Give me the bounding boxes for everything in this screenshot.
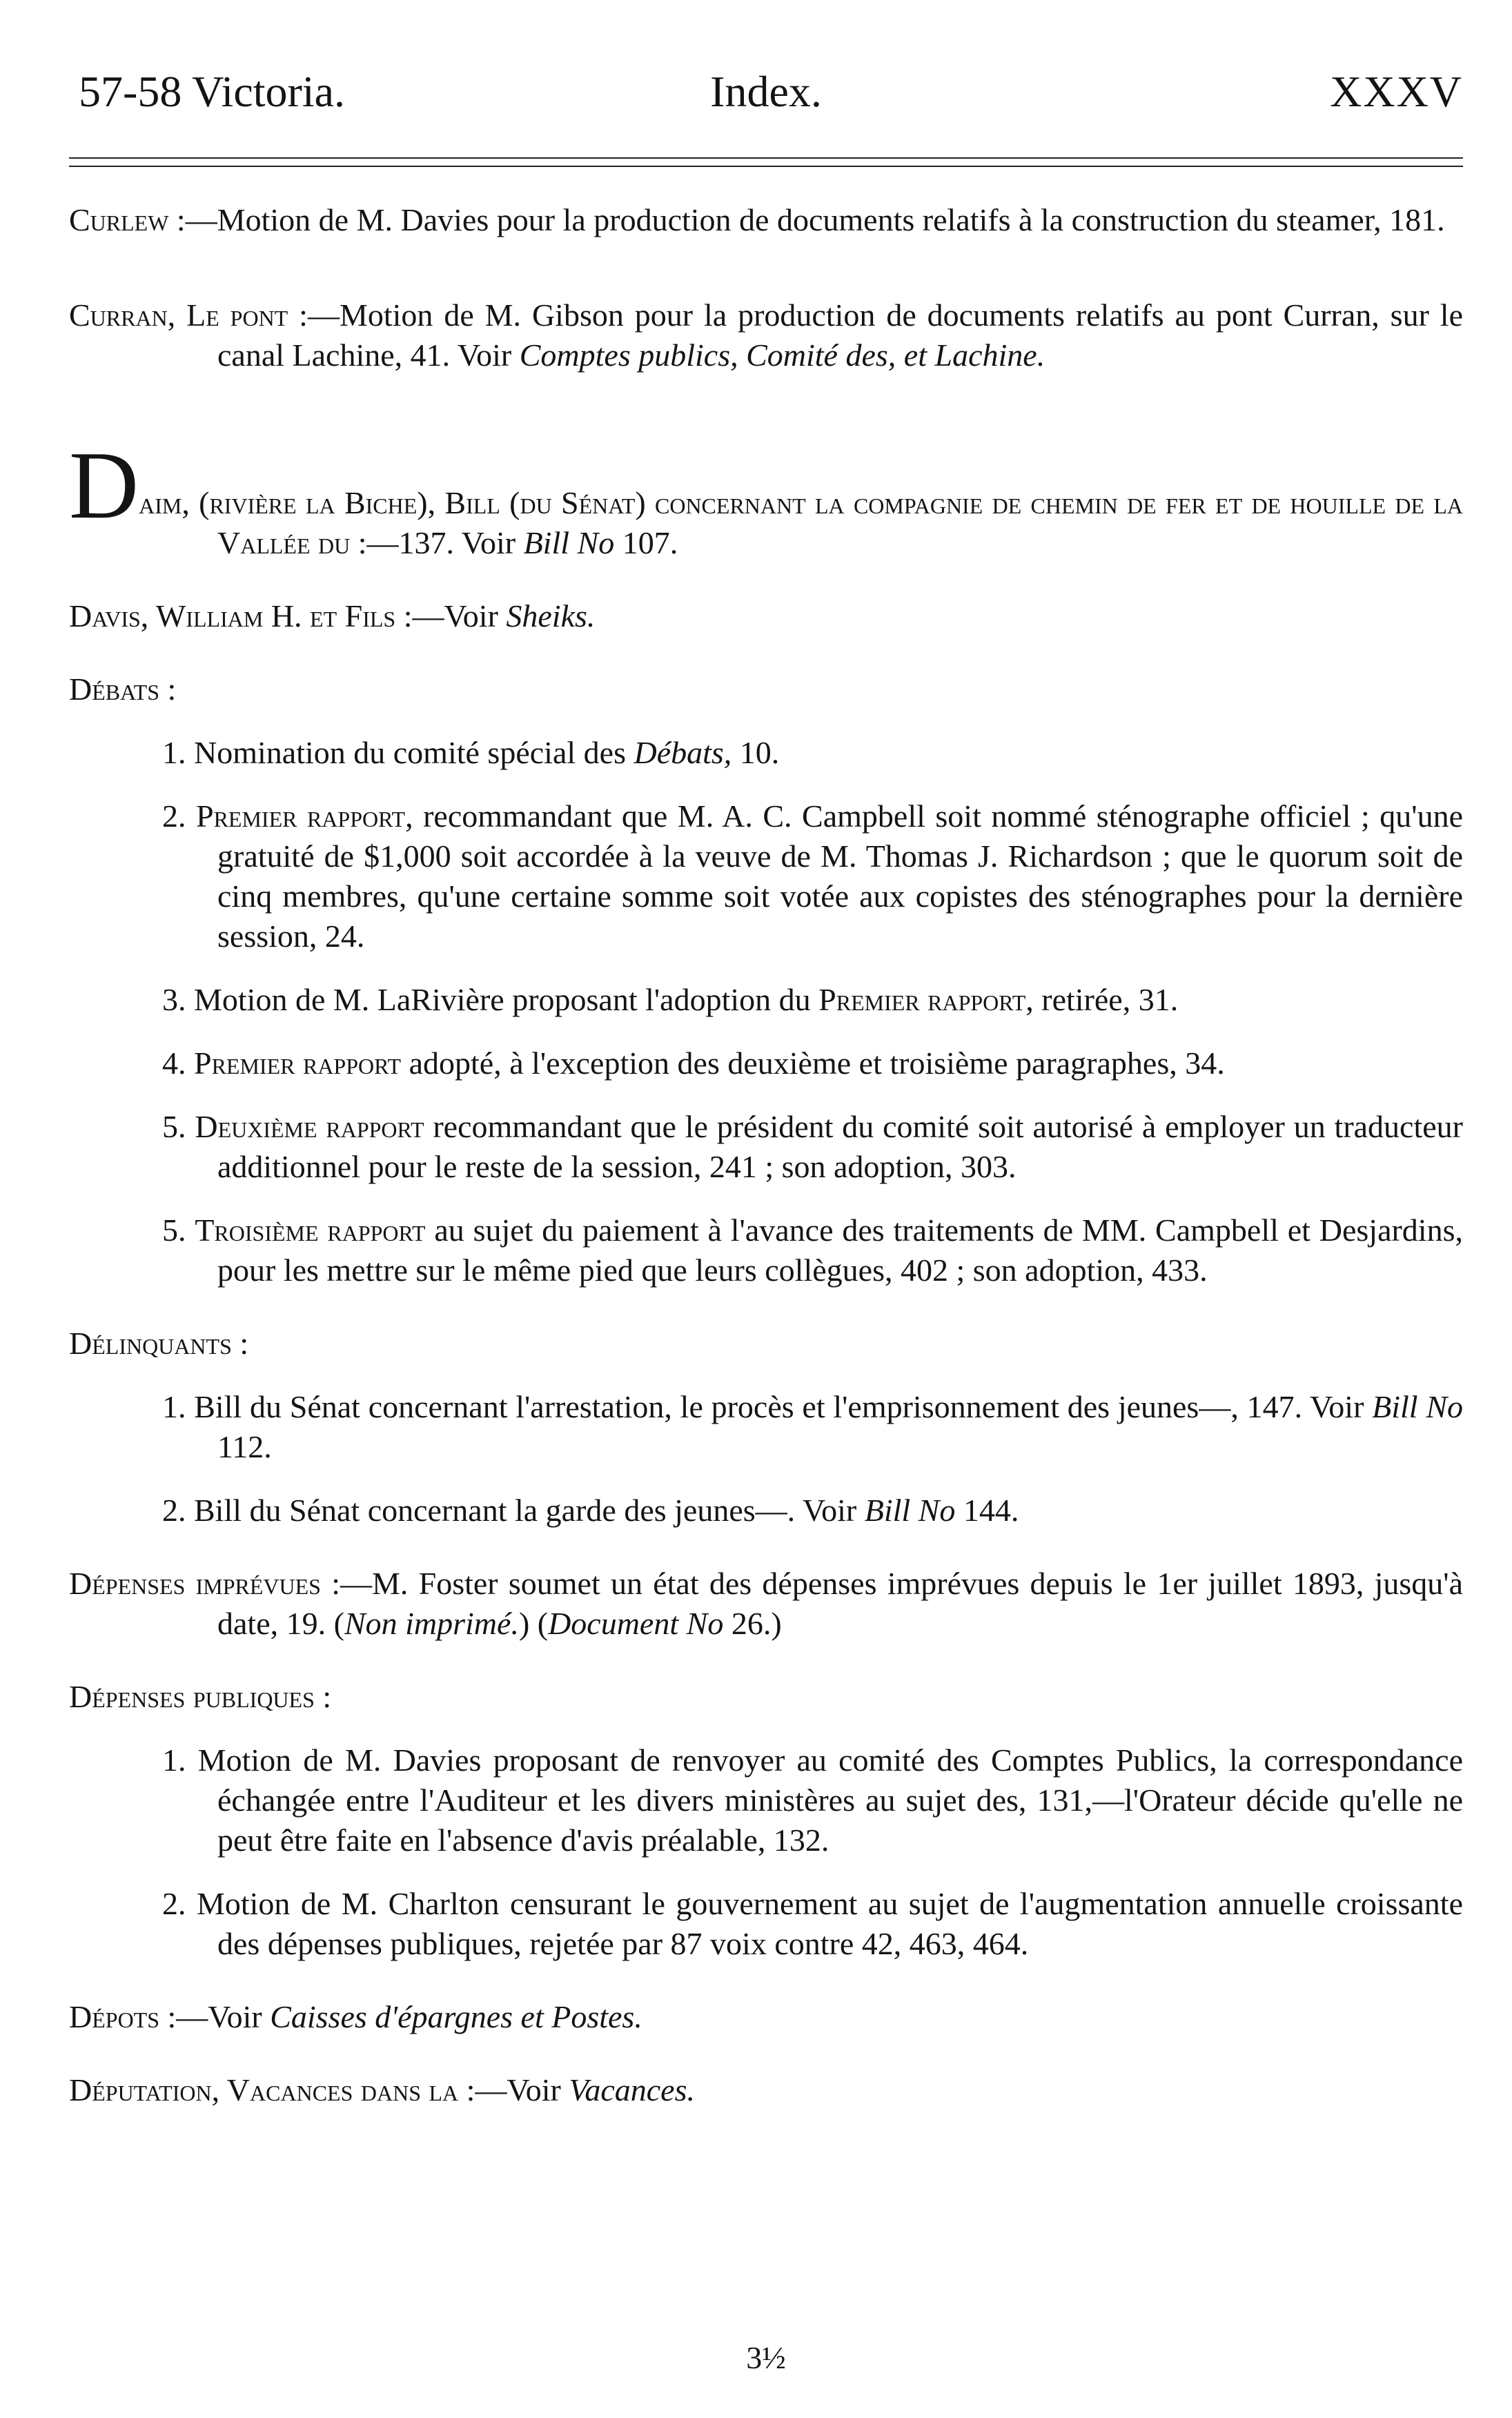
drop-initial: D — [69, 432, 139, 539]
entry-text: —Voir — [475, 2072, 569, 2107]
entry-curlew — [69, 200, 1463, 240]
entry-heading: Davis, William H. et Fils : — [69, 598, 413, 633]
entry-heading: aim, (rivière la Biche), Bill (du Sénat) concernant la compagnie de chemin de fer et de houille de la Vallée du : — [139, 485, 1463, 560]
entry-number: 107. — [614, 525, 678, 560]
entry-heading: Dépenses publiques : — [69, 1679, 332, 1714]
header-title: Index. — [710, 67, 822, 116]
item-text: Motion de M. Davies proposant de renvoyer au comité des Comptes Publics, la correspondance échangée entre l'Auditeur et les divers ministères au sujet des, 131,—l'Orateur décide qu'elle ne peut être faite en l'absence d'avis préalable, 132. — [197, 1742, 1464, 1858]
item-italic: Débats, — [634, 735, 732, 770]
item-text: 144. — [955, 1493, 1019, 1528]
entry-reference: Bill No — [523, 525, 615, 560]
entry-italic: Non imprimé. — [344, 1606, 519, 1641]
list-item — [69, 1043, 1463, 1083]
entry-text: —M. Foster soumet un état des dépenses imprévues depuis le 1er juillet 1893, jusqu'à date, 19. ( — [217, 1566, 1463, 1641]
item-text: Nomination du comité spécial des — [194, 735, 634, 770]
header-rule-bottom — [69, 166, 1463, 167]
entry-text: —137. Voir — [366, 525, 524, 560]
entry-curran — [69, 295, 1463, 375]
item-smallcaps: Troisième rapport — [195, 1212, 426, 1248]
entry-debats — [69, 669, 1463, 709]
entry-depots — [69, 1997, 1463, 2037]
entry-heading: Débats : — [69, 671, 177, 707]
item-smallcaps: Premier rapport, — [196, 798, 413, 834]
list-item — [69, 796, 1463, 956]
item-smallcaps: Deuxième rapport — [195, 1109, 424, 1144]
entry-heading: Députation, Vacances dans la : — [69, 2072, 475, 2107]
entry-heading: Dépots : — [69, 1999, 177, 2034]
entry-heading: Curlew : — [69, 202, 186, 237]
list-item — [69, 1387, 1463, 1467]
index-page — [69, 0, 1463, 2418]
list-item — [69, 1740, 1463, 1860]
signature-mark: 3½ — [746, 2340, 786, 2375]
list-item — [69, 1884, 1463, 1964]
entry-depenses-publiques — [69, 1677, 1463, 1717]
entry-davis — [69, 596, 1463, 636]
item-italic: Bill No — [864, 1493, 956, 1528]
entry-depenses-imprevues — [69, 1564, 1463, 1644]
list-item — [69, 1107, 1463, 1187]
item-number: 2. — [162, 1493, 186, 1528]
list-item — [69, 1210, 1463, 1290]
item-text: au sujet du paiement à l'avance des traitements de MM. Campbell et Desjardins, pour les mettre sur le même pied que leurs collègues, 402 ; son adoption, 433. — [217, 1212, 1463, 1288]
entry-delinquants — [69, 1324, 1463, 1364]
item-number: 1. — [162, 1742, 186, 1778]
entry-reference: Caisses d'épargnes et Postes. — [270, 1999, 642, 2034]
item-text: 10. — [732, 735, 780, 770]
header-rule-top — [69, 157, 1463, 159]
list-item — [69, 733, 1463, 773]
entry-text: 26.) — [723, 1606, 782, 1641]
entry-reference: Sheiks. — [506, 598, 596, 633]
item-smallcaps: Premier rapport, — [818, 982, 1034, 1017]
index-content — [69, 200, 1463, 2110]
item-smallcaps: Premier rapport — [194, 1045, 402, 1081]
item-number: 1. — [162, 735, 186, 770]
header-volume: 57-58 Victoria. — [79, 67, 345, 116]
entry-italic: Document No — [548, 1606, 724, 1641]
item-number: 5. — [162, 1109, 186, 1144]
item-number: 2. — [162, 1886, 186, 1921]
header-page-number: XXXV — [1330, 67, 1463, 116]
entry-text: —Motion de M. Davies pour la production de documents relatifs à la construction du steamer, 181. — [185, 202, 1445, 237]
item-text: Motion de M. Charlton censurant le gouvernement au sujet de l'augmentation annuelle croissante des dépenses publiques, rejetée par 87 voix contre 42, 463, 464. — [196, 1886, 1464, 1961]
entry-heading: Curran, Le pont : — [69, 297, 308, 333]
item-text: Bill du Sénat concernant la garde des jeunes—. Voir — [194, 1493, 865, 1528]
entry-heading: Délinquants : — [69, 1326, 249, 1361]
item-number: 3. — [162, 982, 186, 1017]
item-text: adopté, à l'exception des deuxième et troisième paragraphes, 34. — [401, 1045, 1225, 1081]
entry-heading: Dépenses imprévues : — [69, 1566, 340, 1601]
list-item — [69, 1491, 1463, 1531]
entry-text: —Motion de M. Gibson pour la production de documents relatifs au pont Curran, sur le canal Lachine, 41. Voir — [217, 297, 1463, 373]
item-text: recommandant que M. A. C. Campbell soit nommé sténographe officiel ; qu'une gratuité de $1,000 soit accordée à la veuve de M. Thomas J. Richardson ; que le quorum soit de cinq membres, qu'une certaine somme soit votée aux copistes des sténographes pour la dernière session, 24. — [217, 798, 1463, 954]
list-item — [69, 980, 1463, 1020]
entry-text: ) ( — [518, 1606, 549, 1641]
item-text: recommandant que le président du comité soit autorisé à employer un traducteur additionnel pour le reste de la session, 241 ; son adoption, 303. — [217, 1109, 1463, 1184]
item-number: 2. — [162, 798, 186, 834]
item-text: Bill du Sénat concernant l'arrestation, le procès et l'emprisonnement des jeunes—, 147. Voir — [194, 1389, 1373, 1424]
item-text: 112. — [217, 1429, 272, 1464]
item-text: Motion de M. LaRivière proposant l'adoption du — [194, 982, 819, 1017]
item-text: retirée, 31. — [1033, 982, 1179, 1017]
item-number: 1. — [162, 1389, 186, 1424]
item-number: 5. — [162, 1212, 186, 1248]
entry-text: —Voir — [176, 1999, 271, 2034]
entry-reference: Vacances. — [569, 2072, 695, 2107]
entry-daim — [69, 432, 1463, 563]
entry-text: —Voir — [412, 598, 507, 633]
item-italic: Bill No — [1372, 1389, 1464, 1424]
entry-deputation — [69, 2070, 1463, 2110]
page-header — [69, 66, 1463, 128]
item-number: 4. — [162, 1045, 186, 1081]
entry-reference: Comptes publics, Comité des, et Lachine. — [519, 337, 1045, 373]
